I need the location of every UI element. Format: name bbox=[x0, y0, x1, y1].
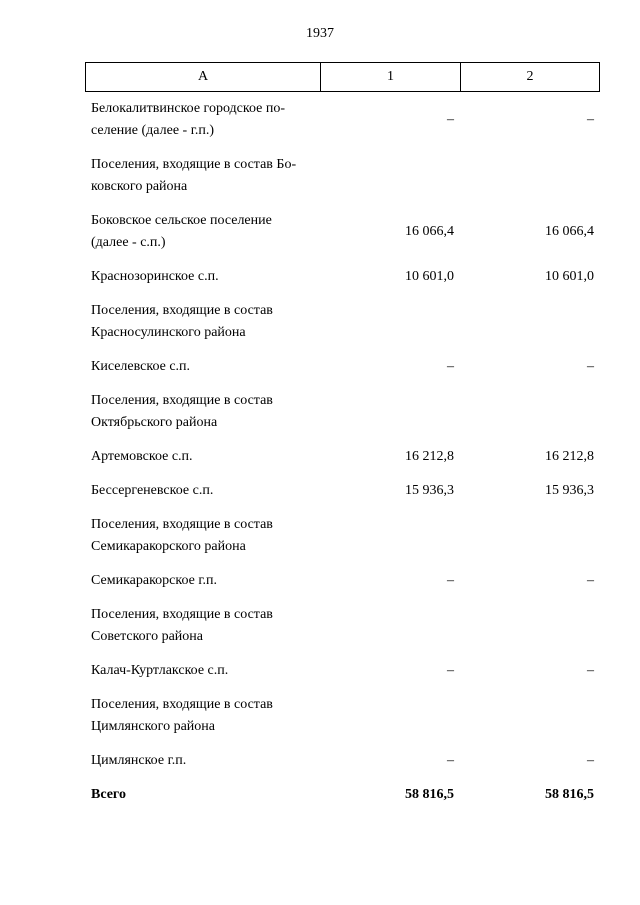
row-name: Поселения, входящие в состав Красносулинского района bbox=[91, 303, 273, 340]
table-row bbox=[85, 508, 600, 564]
row-value-1: 10 601,0 bbox=[405, 269, 454, 284]
table-row bbox=[85, 564, 600, 598]
table-row bbox=[85, 294, 600, 350]
row-name: Поселения, входящие в состав Семикаракорского района bbox=[91, 517, 273, 554]
row-value-1: – bbox=[447, 573, 454, 588]
table-row bbox=[85, 260, 600, 294]
row-value-2: – bbox=[587, 359, 594, 374]
table-row bbox=[85, 384, 600, 440]
row-name: Семикаракорское г.п. bbox=[91, 573, 218, 588]
row-name: Поселения, входящие в состав Цимлянского района bbox=[91, 697, 273, 734]
row-name: Бессергеневское с.п. bbox=[91, 483, 214, 498]
row-value-1: 16 066,4 bbox=[405, 224, 454, 239]
page-number: 1937 bbox=[306, 26, 334, 41]
table-row bbox=[85, 688, 600, 744]
table-row bbox=[85, 440, 600, 474]
table-row bbox=[85, 778, 600, 812]
row-value-1: 16 212,8 bbox=[405, 449, 454, 464]
row-name: Киселевское с.п. bbox=[91, 359, 191, 374]
table-row bbox=[85, 148, 600, 204]
row-name: Боковское сельское поселение (далее - с.п.) bbox=[91, 213, 272, 250]
table-body bbox=[85, 92, 600, 812]
row-name: Калач-Куртлакское с.п. bbox=[91, 663, 229, 678]
table-row bbox=[85, 204, 600, 260]
row-value-2: – bbox=[587, 753, 594, 768]
row-name: Артемовское с.п. bbox=[91, 449, 193, 464]
row-value-2: 16 212,8 bbox=[545, 449, 594, 464]
row-name: Цимлянское г.п. bbox=[91, 753, 187, 768]
table-row bbox=[85, 744, 600, 778]
header-col-2: 2 bbox=[526, 69, 534, 84]
row-value-1: – bbox=[447, 753, 454, 768]
table-row bbox=[85, 654, 600, 688]
row-value-1: – bbox=[447, 663, 454, 678]
row-name: Всего bbox=[91, 787, 126, 802]
row-name: Поселения, входящие в состав Октябрьского района bbox=[91, 393, 273, 430]
row-name: Краснозоринское с.п. bbox=[91, 269, 219, 284]
row-value-2: 58 816,5 bbox=[545, 787, 594, 802]
table-row bbox=[85, 474, 600, 508]
row-value-2: – bbox=[587, 573, 594, 588]
header-col-1: 1 bbox=[321, 63, 461, 91]
table-row bbox=[85, 598, 600, 654]
row-value-1: 58 816,5 bbox=[405, 787, 454, 802]
row-value-2: 10 601,0 bbox=[545, 269, 594, 284]
row-value-2: – bbox=[587, 112, 594, 127]
table-row bbox=[85, 92, 600, 148]
row-name: Поселения, входящие в состав Советского района bbox=[91, 607, 273, 644]
table-header bbox=[85, 62, 600, 92]
row-value-2: 16 066,4 bbox=[545, 224, 594, 239]
row-value-2: 15 936,3 bbox=[545, 483, 594, 498]
table-row bbox=[85, 350, 600, 384]
header-col-a: А bbox=[86, 63, 321, 91]
row-value-1: – bbox=[447, 359, 454, 374]
row-name: Поселения, входящие в состав Бо- ковского района bbox=[91, 157, 297, 194]
row-value-1: 15 936,3 bbox=[405, 483, 454, 498]
row-name: Белокалитвинское городское по- селение (далее - г.п.) bbox=[91, 101, 286, 138]
row-value-1: – bbox=[447, 112, 454, 127]
row-value-2: – bbox=[587, 663, 594, 678]
